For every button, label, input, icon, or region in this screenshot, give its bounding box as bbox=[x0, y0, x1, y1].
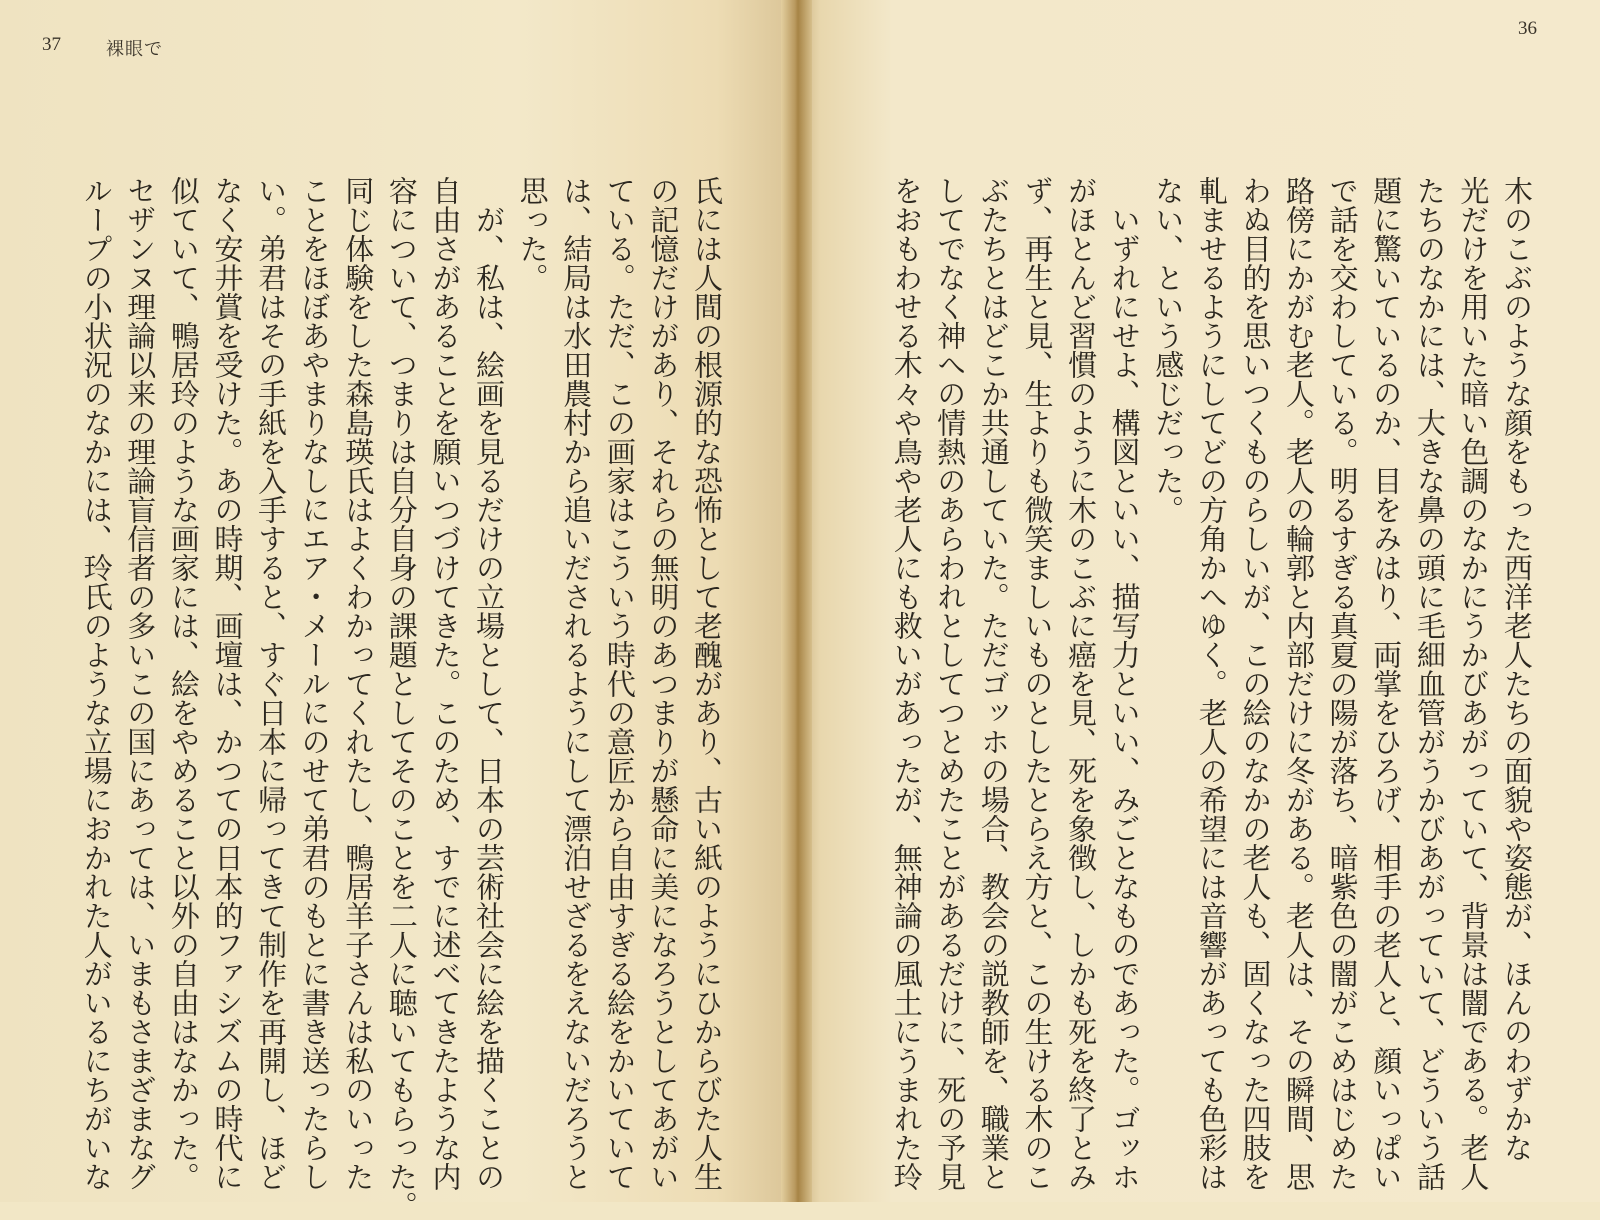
text-column: をおもわせる木々や鳥や老人にも救いがあったが、無神論の風土にうまれた玲 bbox=[889, 176, 924, 1191]
text-column: 容について、つまりは自分自身の課題としてそのことを二人に聴いてもらった。 bbox=[384, 176, 419, 1220]
text-column: してでなく神への情熱のあらわれとしてつとめたことがあるだけに、死の予見 bbox=[933, 176, 968, 1191]
text-column: 木のこぶのような顔をもった西洋老人たちの面貌や姿態が、ほんのわずかな bbox=[1500, 176, 1534, 1162]
left-page-body-text bbox=[38, 176, 728, 1220]
text-column: がほとんど習慣のように木のこぶに癌を見、死を象徴し、しかも死を終了とみ bbox=[1064, 176, 1099, 1191]
text-column: わぬ目的を思いつくものらしいが、この絵のなかの老人も、固くなった四肢を bbox=[1238, 176, 1273, 1191]
text-column: 似ていて、鴨居玲のような画家には、絵をやめること以外の自由はなかった。 bbox=[166, 176, 201, 1191]
text-column: 光だけを用いた暗い色調のなかにうかびあがっていて、背景は闇である。老人 bbox=[1456, 176, 1491, 1191]
running-head: 裸眼で bbox=[106, 39, 163, 60]
text-column: セザンヌ理論以来の理論盲信者の多いこの国にあっては、いまもさまざまなグ bbox=[123, 176, 158, 1191]
text-column: ことをほぼあやまりなしにエア・メールにのせて弟君のもとに書き送ったらし bbox=[297, 176, 332, 1191]
text-column: ぶたちとはどこか共通していた。ただゴッホの場合、教会の説教師を、職業と bbox=[976, 176, 1011, 1191]
right-page-body-text bbox=[832, 176, 1538, 1191]
text-column: で話を交わしている。明るすぎる真夏の陽が落ち、暗紫色の闇がこめはじめた bbox=[1325, 176, 1360, 1191]
text-column: 思った。 bbox=[515, 176, 550, 292]
text-column: たちのなかには、大きな鼻の頭に毛細血管がうかびあがっていて、どういう話 bbox=[1412, 176, 1447, 1191]
text-column: 軋ませるようにしてどの方角かへゆく。老人の希望には音響があっても色彩は bbox=[1194, 176, 1229, 1191]
text-column: 自由さがあることを願いつづけてきた。このため、すでに述べてきたような内 bbox=[428, 176, 463, 1191]
text-column: の記憶だけがあり、それらの無明のあつまりが懸命に美になろうとしてあがい bbox=[646, 176, 681, 1191]
text-column: は、結局は水田農村から追いだされるようにして漂泊せざるをえないだろうと bbox=[559, 176, 594, 1191]
text-column: 同じ体験をした森島瑛氏はよくわかってくれたし、鴨居羊子さんは私のいった bbox=[341, 176, 376, 1191]
text-column: ず、再生と見、生よりも微笑ましいものとしたとらえ方と、この生ける木のこ bbox=[1020, 176, 1055, 1191]
text-column: 氏には人間の根源的な恐怖として老醜があり、古い紙のようにひからびた人生 bbox=[690, 176, 724, 1191]
text-column: が、私は、絵画を見るだけの立場として、日本の芸術社会に絵を描くことの bbox=[472, 176, 507, 1191]
text-column: い。弟君はその手紙を入手すると、すぐ日本に帰ってきて制作を再開し、ほど bbox=[254, 176, 289, 1191]
text-column: ループの小状況のなかには、玲氏のような立場におかれた人がいるにちがいな bbox=[79, 176, 114, 1191]
text-column: ている。ただ、この画家はこういう時代の意匠から自由すぎる絵をかいていて bbox=[602, 176, 637, 1191]
page-number-left: 37 bbox=[42, 34, 61, 55]
text-column: 題に驚いているのか、目をみはり、両掌をひろげ、相手の老人と、顔いっぱい bbox=[1369, 176, 1404, 1191]
text-column: いずれにせよ、構図といい、描写力といい、みごとなものであった。ゴッホ bbox=[1107, 176, 1142, 1191]
book-gutter bbox=[781, 0, 812, 1202]
page-number-right: 36 bbox=[1518, 18, 1537, 39]
text-column: なく安井賞を受けた。あの時期、画壇は、かつての日本的ファシズムの時代に bbox=[210, 176, 245, 1191]
text-column: 路傍にかがむ老人。老人の輪郭と内部だけに冬がある。老人は、その瞬間、思 bbox=[1282, 176, 1317, 1191]
text-column: ない、という感じだった。 bbox=[1151, 176, 1186, 524]
